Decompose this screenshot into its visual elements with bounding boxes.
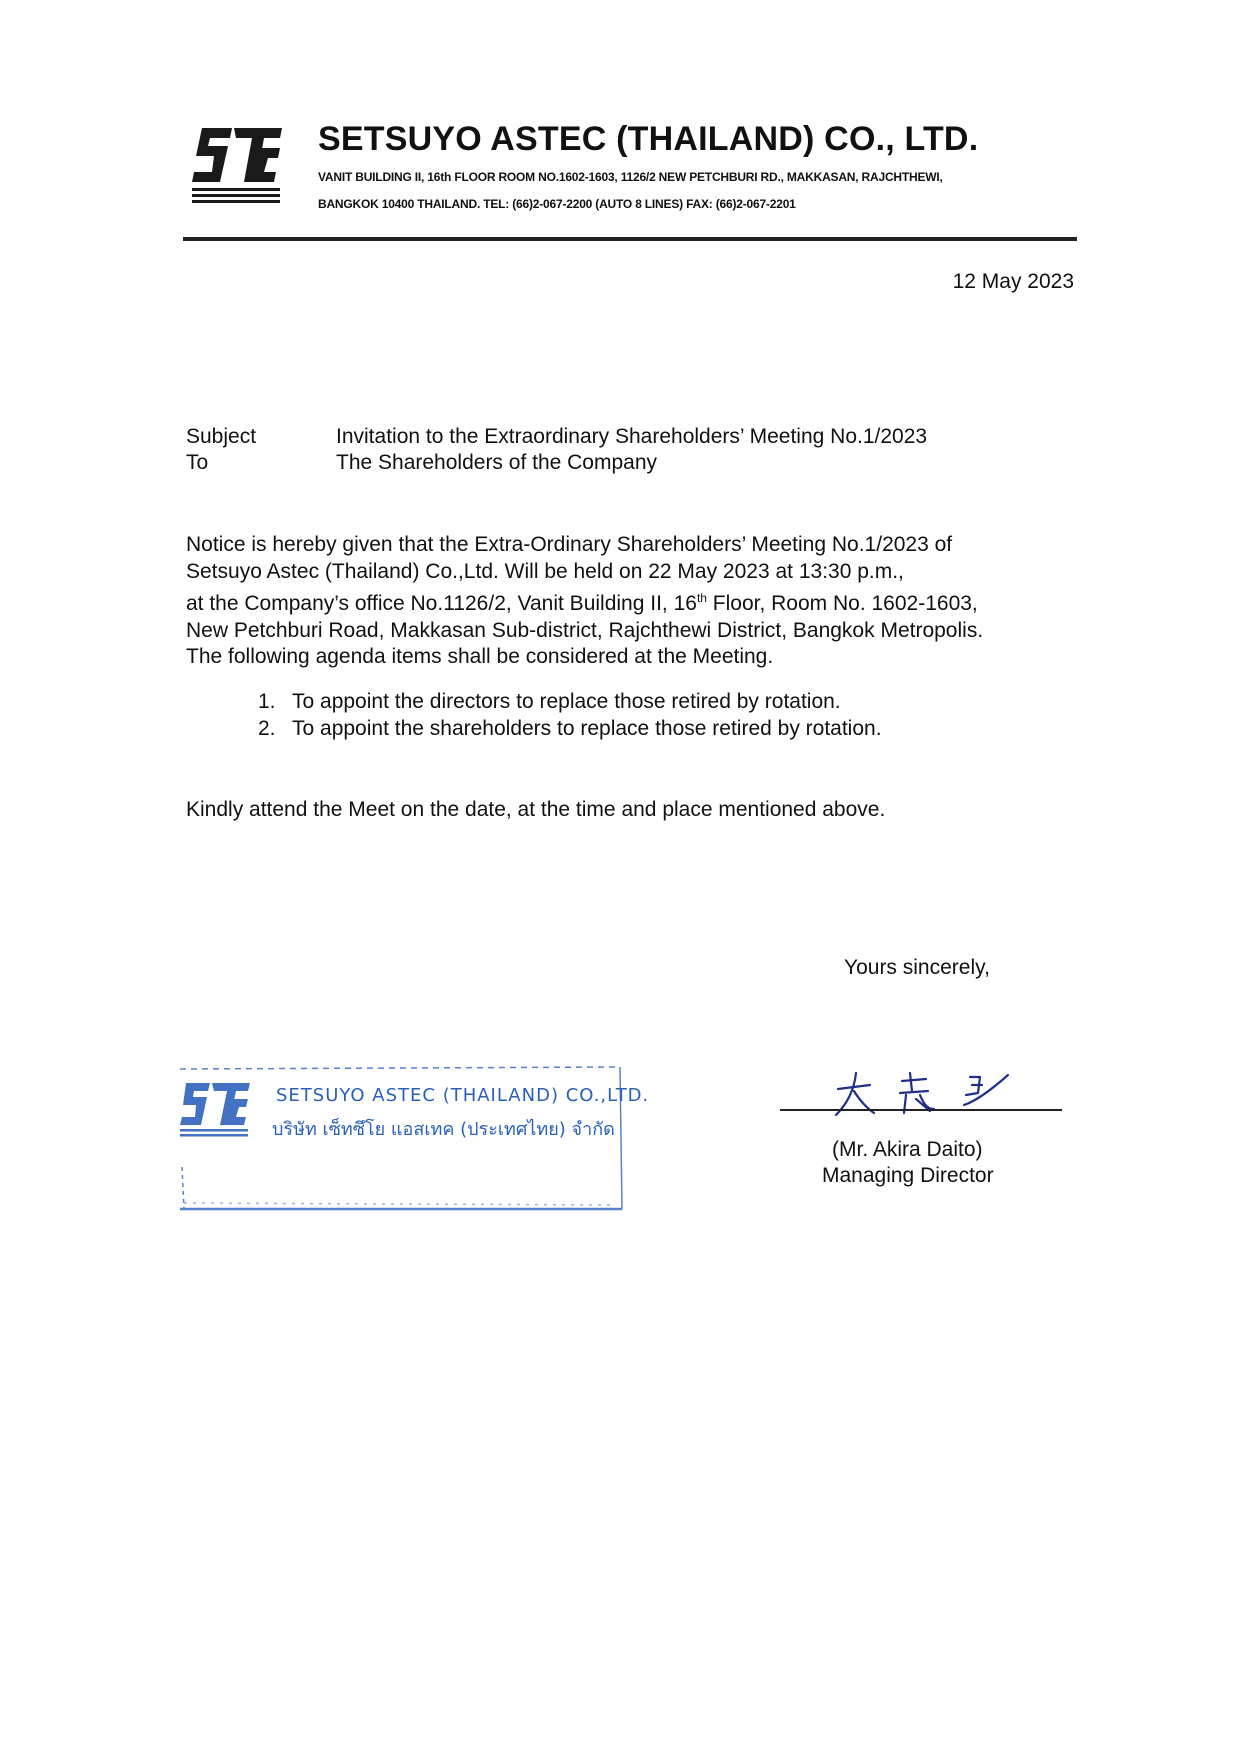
agenda-item xyxy=(258,688,882,715)
valediction: Yours sincerely, xyxy=(844,956,990,979)
to-label: To xyxy=(186,451,209,474)
company-logo xyxy=(190,126,285,206)
agenda-text: To appoint the shareholders to replace those retired by rotation. xyxy=(292,717,882,740)
subject-value: Invitation to the Extraordinary Shareholders’ Meeting No.1/2023 xyxy=(336,425,928,448)
agenda-number: 2. xyxy=(258,717,276,740)
to-value: The Shareholders of the Company xyxy=(336,451,658,474)
notice-text: at the Company’s office No.1126/2, Vanit Building II, 16 xyxy=(186,592,697,615)
notice-line: Notice is hereby given that the Extra-Ordinary Shareholders’ Meeting No.1/2023 of xyxy=(186,533,953,556)
agenda-text: To appoint the directors to replace those retired by rotation. xyxy=(292,690,841,713)
notice-line: The following agenda items shall be considered at the Meeting. xyxy=(186,645,774,668)
company-name: SETSUYO ASTEC (THAILAND) CO., LTD. xyxy=(318,120,979,158)
stamp-company-name-en: SETSUYO ASTEC (THAILAND) CO.,LTD. xyxy=(276,1085,650,1106)
subject-label: Subject xyxy=(186,425,257,448)
notice-paragraph xyxy=(186,532,1066,671)
agenda-list xyxy=(258,688,882,742)
signer-title: Managing Director xyxy=(822,1164,994,1187)
closing-sentence: Kindly attend the Meet on the date, at the time and place mentioned above. xyxy=(186,798,886,821)
agenda-number: 1. xyxy=(258,690,276,713)
ordinal-suffix: th xyxy=(696,591,707,605)
stamp-company-name-th: บริษัท เซ็ทซึโย แอสเทค (ประเทศไทย) จำกัด xyxy=(272,1119,615,1140)
company-address-line-2: BANGKOK 10400 THAILAND. TEL: (66)2-067-2200 (AUTO 8 LINES) FAX: (66)2-067-2201 xyxy=(318,197,796,211)
notice-line: Setsuyo Astec (Thailand) Co.,Ltd. Will be held on 22 May 2023 at 13:30 p.m., xyxy=(186,559,904,583)
letter-date: 12 May 2023 xyxy=(952,270,1074,293)
header-divider xyxy=(183,237,1077,241)
notice-text: Floor, Room No. 1602-1603, xyxy=(706,592,978,615)
handwritten-signature xyxy=(830,1065,1030,1125)
signature-line xyxy=(780,1109,1062,1111)
notice-line xyxy=(186,585,1066,618)
company-address-line-1: VANIT BUILDING II, 16th FLOOR ROOM NO.1602-1603, 1126/2 NEW PETCHBURI RD., MAKKASAN, RAJCHTHEWI, xyxy=(318,170,943,184)
notice-line: New Petchburi Road, Makkasan Sub-district, Rajchthewi District, Bangkok Metropolis. xyxy=(186,618,984,642)
agenda-item xyxy=(258,715,882,742)
signer-name: (Mr. Akira Daito) xyxy=(832,1138,983,1161)
